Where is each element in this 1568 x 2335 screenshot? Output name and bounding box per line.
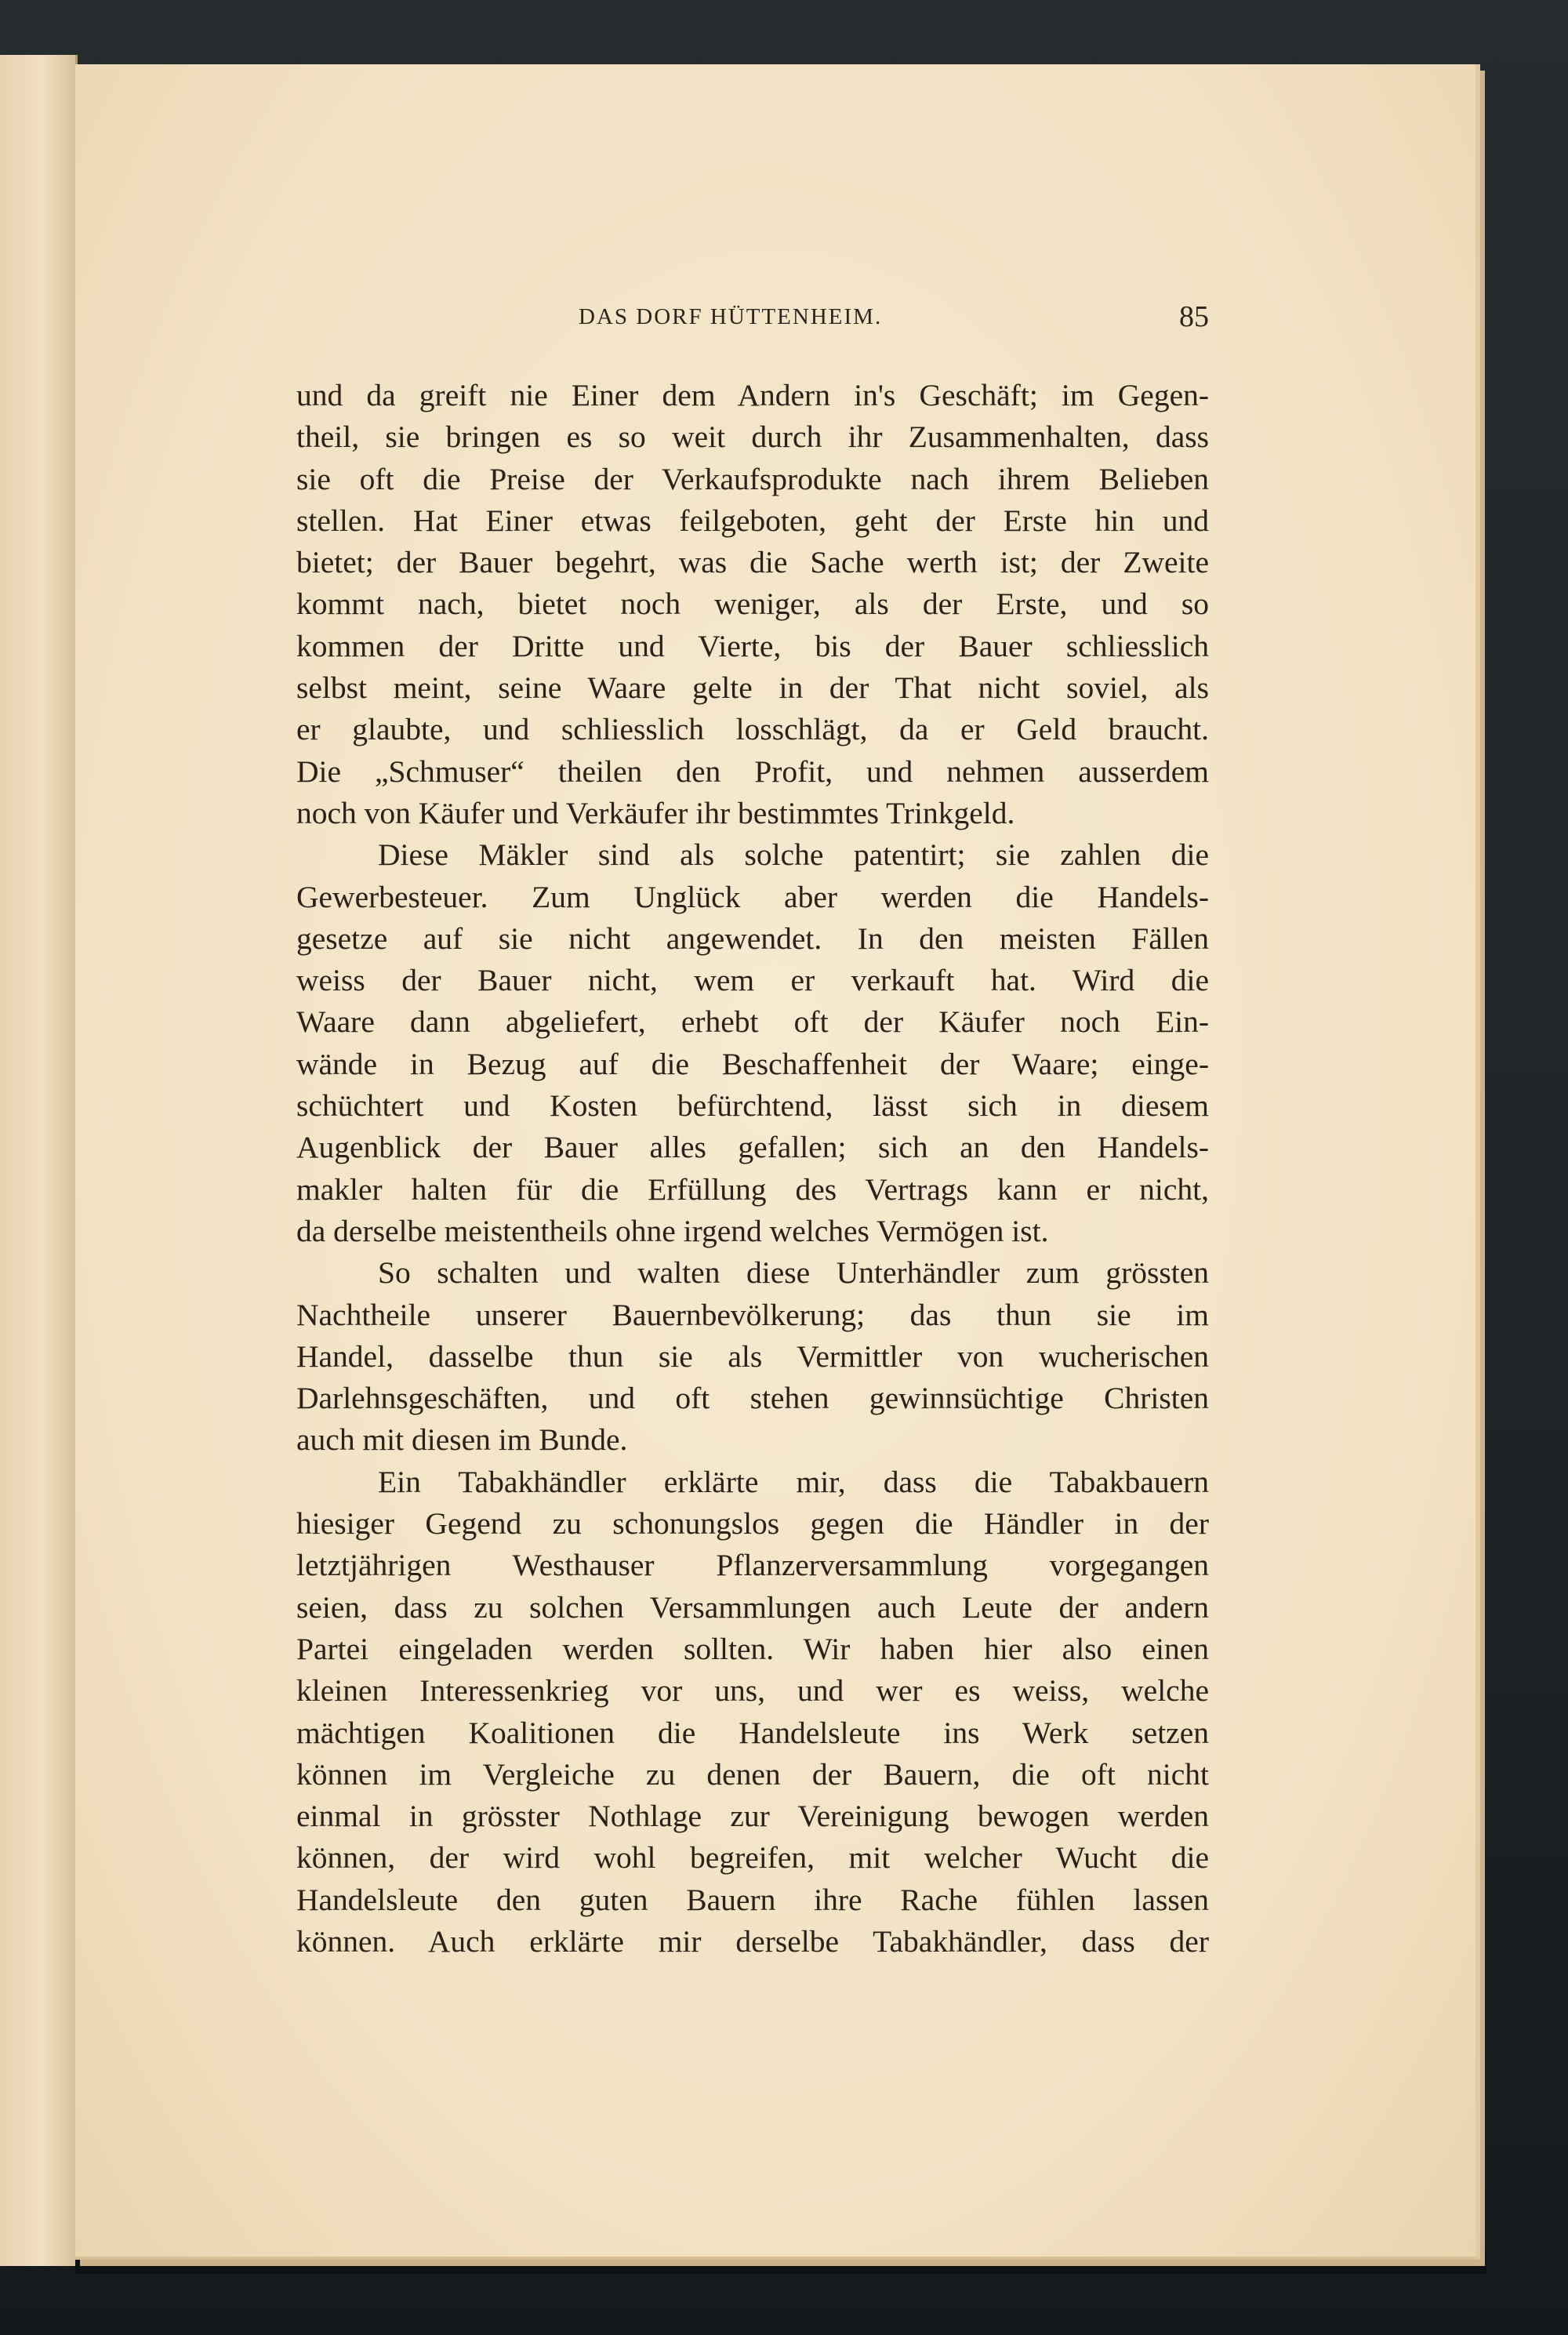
text-line: So schalten und walten diese Unterhändler zum grössten bbox=[378, 1255, 1209, 1291]
text-line: Handelsleute den guten Bauern ihre Rache fühlen lassen bbox=[296, 1882, 1209, 1917]
text-line: kleinen Interessenkrieg vor uns, und wer es weiss, welche bbox=[296, 1673, 1209, 1709]
text-line: noch von Käufer und Verkäufer ihr bestimmtes Trinkgeld. bbox=[296, 795, 1015, 830]
text-line: seien, dass zu solchen Versammlungen auch Leute der andern bbox=[296, 1589, 1209, 1625]
body-text bbox=[296, 375, 1209, 1963]
text-line: gesetze auf sie nicht angewendet. In den meisten Fällen bbox=[296, 921, 1209, 956]
text-line: schüchtert und Kosten befürchtend, lässt sich in diesem bbox=[296, 1088, 1209, 1124]
text-line: selbst meint, seine Waare gelte in der That nicht soviel, als bbox=[296, 670, 1209, 706]
text-line: können im Vergleiche zu denen der Bauern, die oft nicht bbox=[296, 1756, 1209, 1792]
text-line: er glaubte, und schliesslich losschlägt, da er Geld braucht. bbox=[296, 712, 1209, 747]
text-line: Handel, dasselbe thun sie als Vermittler von wucherischen bbox=[296, 1338, 1209, 1374]
text-line: hiesiger Gegend zu schonungslos gegen die Händler in der bbox=[296, 1506, 1209, 1542]
text-line: bietet; der Bauer begehrt, was die Sache werth ist; der Zweite bbox=[296, 545, 1209, 580]
text-line: Die „Schmuser“ theilen den Profit, und nehmen ausserdem bbox=[296, 754, 1209, 789]
text-line: kommt nach, bietet noch weniger, als der Erste, und so bbox=[296, 586, 1209, 622]
text-line: einmal in grösster Nothlage zur Vereinigung bewogen werden bbox=[296, 1799, 1209, 1834]
running-title: DAS DORF HÜTTENHEIM. bbox=[579, 304, 883, 329]
text-line: Ein Tabakhändler erklärte mir, dass die Tabakbauern bbox=[378, 1464, 1209, 1499]
text-line: makler halten für die Erfüllung des Vertrags kann er nicht, bbox=[296, 1171, 1209, 1207]
text-line: letztjährigen Westhauser Pflanzerversammlung vorgegangen bbox=[296, 1548, 1209, 1583]
text-line: Diese Mäkler sind als solche patentirt; sie zahlen die bbox=[378, 837, 1209, 873]
text-line: Nachtheile unserer Bauernbevölkerung; das thun sie im bbox=[296, 1297, 1209, 1332]
text-line: Gewerbesteuer. Zum Unglück aber werden die Handels- bbox=[296, 879, 1209, 914]
text-line: Partei eingeladen werden sollten. Wir haben hier also einen bbox=[296, 1631, 1209, 1666]
text-line: auch mit diesen im Bunde. bbox=[296, 1422, 628, 1458]
text-line: sie oft die Preise der Verkaufsprodukte nach ihrem Belieben bbox=[296, 461, 1209, 496]
text-line: stellen. Hat Einer etwas feilgeboten, geht der Erste hin und bbox=[296, 503, 1209, 538]
previous-page-edge bbox=[0, 55, 78, 2266]
text-line: wände in Bezug auf die Beschaffenheit der Waare; einge- bbox=[296, 1046, 1209, 1081]
text-line: da derselbe meistentheils ohne irgend welches Vermögen ist. bbox=[296, 1213, 1049, 1248]
page-number: 85 bbox=[1179, 300, 1209, 333]
text-line: können, der wird wohl begreifen, mit welcher Wucht die bbox=[296, 1840, 1209, 1876]
text-line: mächtigen Koalitionen die Handelsleute ins Werk setzen bbox=[296, 1715, 1209, 1750]
text-line: weiss der Bauer nicht, wem er verkauft hat. Wird die bbox=[296, 963, 1209, 998]
text-line: und da greift nie Einer dem Andern in's Geschäft; im Gegen- bbox=[296, 378, 1209, 412]
text-line: können. Auch erklärte mir derselbe Tabakhändler, dass der bbox=[296, 1923, 1209, 1959]
text-line: Augenblick der Bauer alles gefallen; sich an den Handels- bbox=[296, 1130, 1209, 1165]
text-line: Waare dann abgeliefert, erhebt oft der Käufer noch Ein- bbox=[296, 1004, 1209, 1040]
text-line: theil, sie bringen es so weit durch ihr Zusammenhalten, dass bbox=[296, 419, 1209, 455]
text-line: kommen der Dritte und Vierte, bis der Bauer schliesslich bbox=[296, 628, 1209, 663]
running-head bbox=[296, 300, 1209, 343]
text-line: Darlehnsgeschäften, und oft stehen gewinnsüchtige Christen bbox=[296, 1381, 1209, 1416]
